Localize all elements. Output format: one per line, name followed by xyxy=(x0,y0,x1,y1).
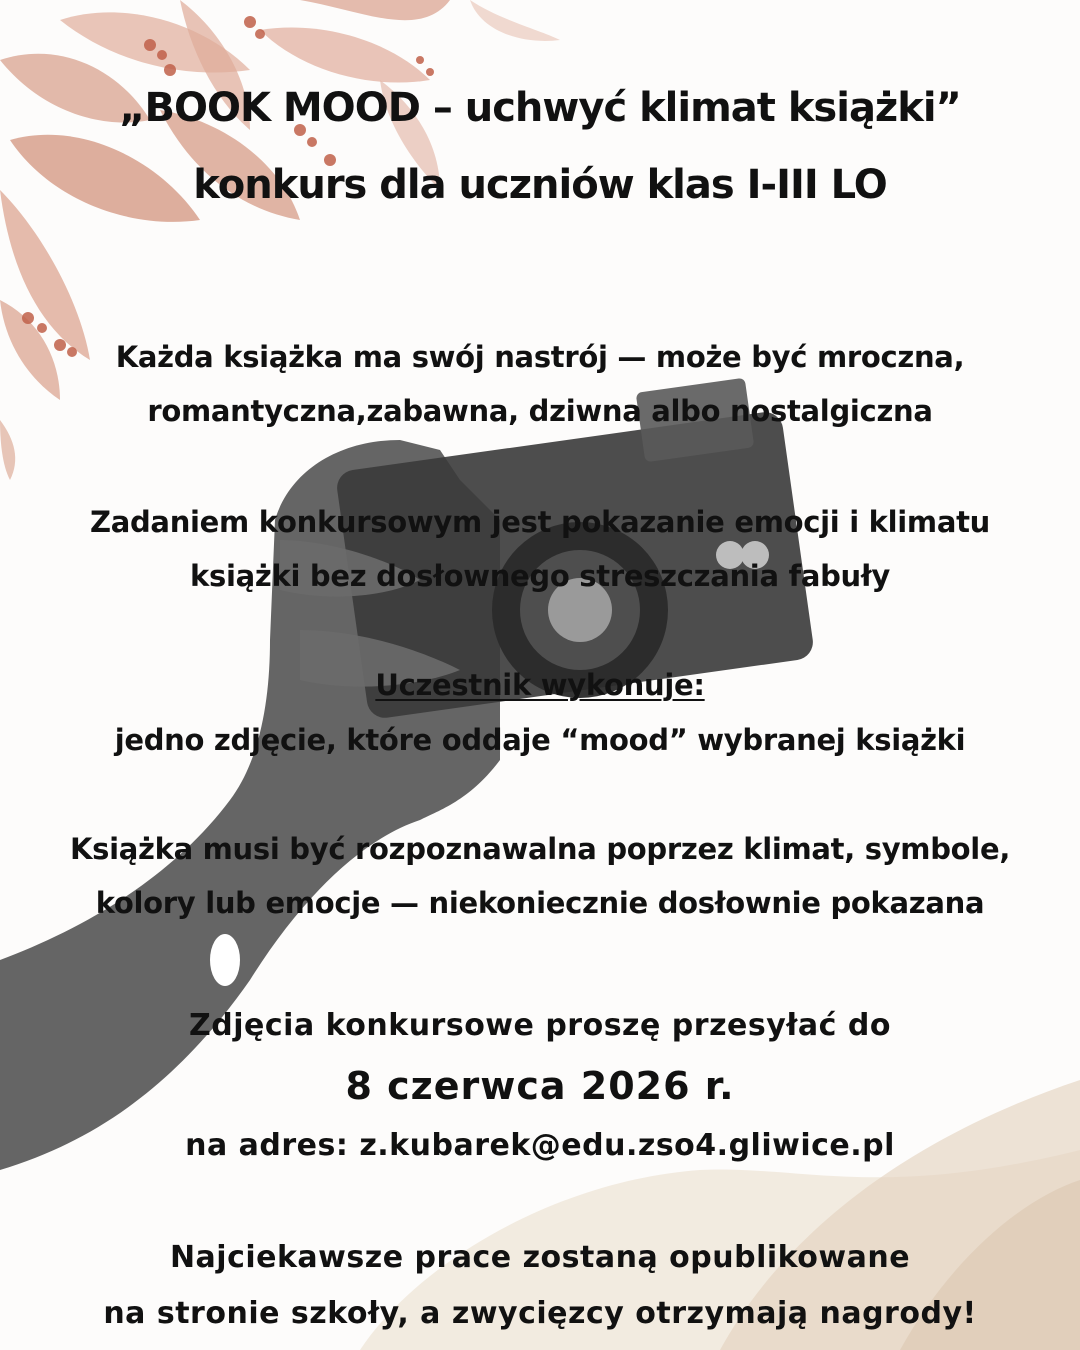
participant-heading: Uczestnik wykonuje: xyxy=(375,668,705,702)
title-line-2: konkurs dla uczniów klas I-III LO xyxy=(193,162,887,208)
submission-text: Zdjęcia konkursowe proszę przesyłać do xyxy=(189,1008,891,1043)
mood-text-line-1: Każda książka ma swój nastrój — może być mroczna, xyxy=(115,340,965,374)
recognize-text-line-2: kolory lub emocje — niekoniecznie dosłownie pokazana xyxy=(95,886,985,920)
mood-text-line-2: romantyczna,zabawna, dziwna albo nostalgiczna xyxy=(147,394,933,428)
email-address-text: na adres: z.kubarek@edu.zso4.gliwice.pl xyxy=(185,1128,895,1163)
deadline-text: 8 czerwca 2026 r. xyxy=(345,1064,735,1108)
participant-text: jedno zdjęcie, które oddaje “mood” wybranej książki xyxy=(114,723,966,757)
recognize-text-line-1: Książka musi być rozpoznawalna poprzez klimat, symbole, xyxy=(69,832,1011,866)
task-text-line-1: Zadaniem konkursowym jest pokazanie emocji i klimatu xyxy=(89,505,991,539)
task-text-line-2: książki bez dosłownego streszczania fabuły xyxy=(190,559,890,593)
closing-text-line-2: na stronie szkoły, a zwycięzcy otrzymają nagrody! xyxy=(103,1296,977,1331)
closing-text-line-1: Najciekawsze prace zostaną opublikowane xyxy=(169,1240,911,1275)
title-line-1: „BOOK MOOD – uchwyć klimat książki” xyxy=(119,85,961,131)
